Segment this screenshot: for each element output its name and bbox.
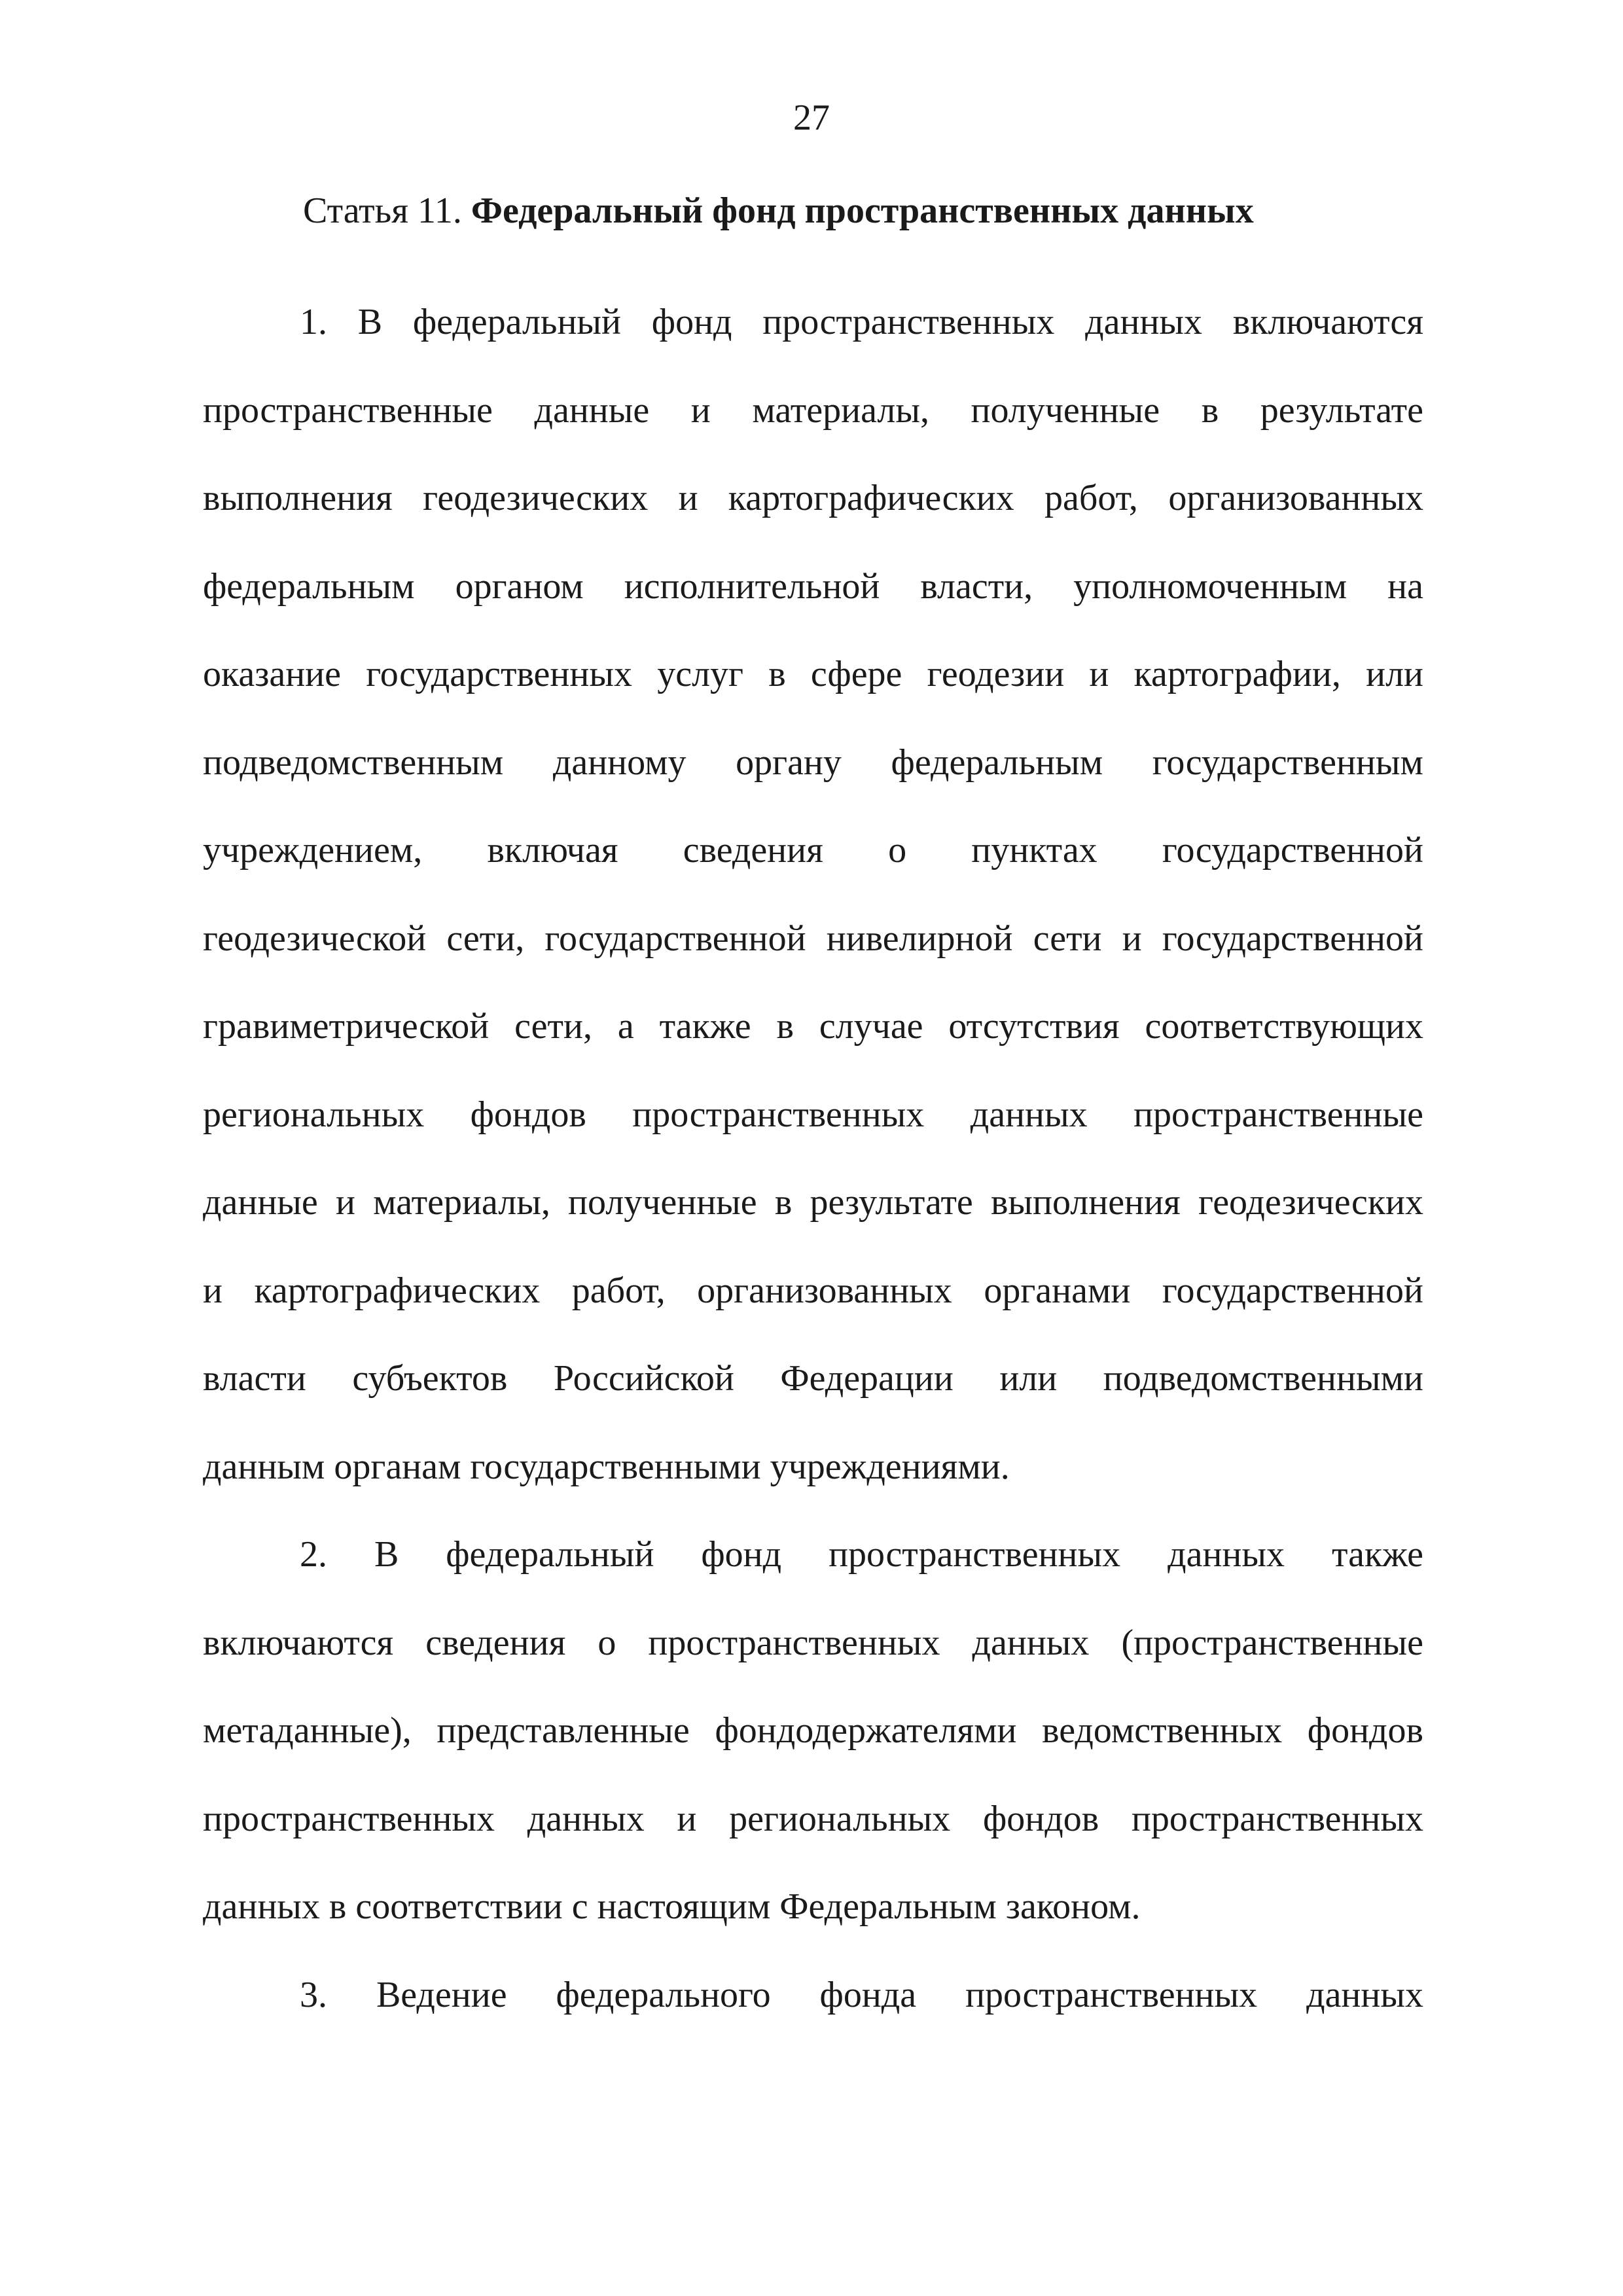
- article-heading: [303, 190, 1254, 232]
- text-line: оказание государственных услуг в сфере геодезии и картографии, или: [203, 654, 1423, 694]
- text-line: 2. В федеральный фонд пространственных данных также: [300, 1534, 1423, 1575]
- text-line: данным органам государственными учреждениями.: [203, 1446, 1010, 1487]
- paragraph-3: [203, 1951, 1423, 2039]
- article-number: Статья 11.: [303, 190, 462, 231]
- article-title: Федеральный фонд пространственных данных: [471, 190, 1254, 231]
- text-line: 3. Ведение федерального фонда пространственных данных: [300, 1974, 1423, 2015]
- paragraph-1: [203, 278, 1423, 1511]
- text-line: гравиметрической сети, а также в случае отсутствия соответствующих: [203, 1006, 1423, 1047]
- text-line: выполнения геодезических и картографических работ, организованных: [203, 478, 1423, 518]
- text-line: 1. В федеральный фонд пространственных данных включаются: [300, 302, 1423, 342]
- text-line: геодезической сети, государственной нивелирной сети и государственной: [203, 918, 1423, 959]
- text-line: включаются сведения о пространственных данных (пространственные: [203, 1622, 1423, 1663]
- page-number: 27: [793, 98, 830, 138]
- text-line: и картографических работ, организованных органами государственной: [203, 1270, 1423, 1311]
- text-line: данные и материалы, полученные в результате выполнения геодезических: [203, 1182, 1423, 1223]
- text-line: федеральным органом исполнительной власти, уполномоченным на: [203, 565, 1423, 607]
- article-body: [203, 278, 1423, 2039]
- text-line: региональных фондов пространственных данных пространственные: [203, 1094, 1423, 1135]
- text-line: учреждением, включая сведения о пунктах государственной: [203, 830, 1423, 870]
- text-line: данных в соответствии с настоящим Федеральным законом.: [203, 1886, 1141, 1927]
- text-line: метаданные), представленные фондодержателями ведомственных фондов: [203, 1710, 1423, 1751]
- text-line: пространственные данные и материалы, полученные в результате: [203, 389, 1423, 431]
- text-line: пространственных данных и региональных фондов пространственных: [203, 1798, 1423, 1839]
- text-line: подведомственным данному органу федеральным государственным: [203, 742, 1423, 783]
- text-line: власти субъектов Российской Федерации или подведомственными: [203, 1358, 1423, 1399]
- paragraph-2: [203, 1511, 1423, 1951]
